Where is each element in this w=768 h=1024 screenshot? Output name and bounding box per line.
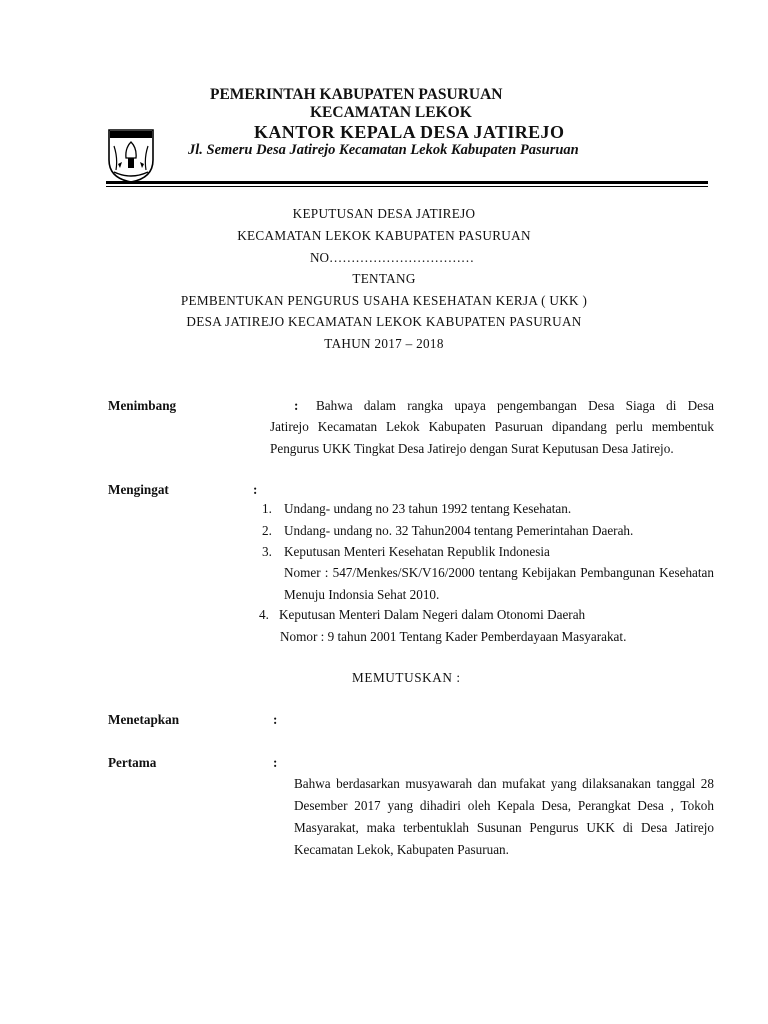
mengingat-item-3-detail: Nomer : 547/Menkes/SK/V16/2000 tentang Kebijakan Pembangunan Kesehatan Menuju Indonsia Sehat 2010.	[284, 565, 714, 602]
regency-emblem-logo	[106, 124, 156, 184]
menimbang-text-first: Bahwa dalam rangka upaya pengembangan Desa Siaga di Desa	[316, 398, 714, 413]
mengingat-item-4: Keputusan Menteri Dalam Negeri dalam Otonomi Daerah	[279, 607, 586, 622]
mengingat-label: Mengingat	[108, 482, 169, 497]
gov-name: PEMERINTAH KABUPATEN PASURUAN	[210, 86, 503, 103]
pertama-colon: :	[273, 755, 278, 770]
letterhead-rule-thin	[106, 186, 708, 187]
menimbang-label: Menimbang	[108, 398, 177, 413]
menimbang-colon: :	[294, 398, 299, 413]
mengingat-item-3: Keputusan Menteri Kesehatan Republik Indonesia	[284, 544, 550, 559]
decree-subject-1: PEMBENTUKAN PENGURUS USAHA KESEHATAN KERJA ( UKK )	[180, 293, 588, 308]
office-name: KANTOR KEPALA DESA JATIREJO	[254, 122, 565, 142]
memutuskan-heading: MEMUTUSKAN :	[352, 670, 461, 685]
mengingat-item-4-detail: Nomor : 9 tahun 2001 Tentang Kader Pemberdayaan Masyarakat.	[280, 629, 627, 644]
menetapkan-label: Menetapkan	[108, 712, 180, 727]
decree-year: TAHUN 2017 – 2018	[324, 336, 444, 351]
district-name: KECAMATAN LEKOK	[310, 104, 472, 121]
menetapkan-colon: :	[273, 712, 278, 727]
mengingat-colon: :	[253, 482, 258, 497]
office-address: Jl. Semeru Desa Jatirejo Kecamatan Lekok Kabupaten Pasuruan	[188, 142, 579, 158]
mengingat-item-2-num: 2.	[262, 523, 272, 538]
decree-region: KECAMATAN LEKOK KABUPATEN PASURUAN	[237, 228, 531, 243]
mengingat-item-1-num: 1.	[262, 501, 272, 516]
mengingat-item-4-num: 4.	[259, 607, 269, 622]
decree-about: TENTANG	[352, 271, 416, 286]
decree-subject-2: DESA JATIREJO KECAMATAN LEKOK KABUPATEN PASURUAN	[186, 314, 582, 329]
decree-title: KEPUTUSAN DESA JATIREJO	[292, 206, 476, 221]
letterhead-rule-thick	[106, 181, 708, 184]
menimbang-text-rest: Jatirejo Kecamatan Lekok Kabupaten Pasuruan dipandang perlu membentuk Pengurus UKK Tingkat Desa Jatirejo dengan Surat Keputusan Desa Jatirejo.	[270, 419, 714, 456]
mengingat-item-1: Undang- undang no 23 tahun 1992 tentang Kesehatan.	[284, 501, 572, 516]
mengingat-item-2: Undang- undang no. 32 Tahun2004 tentang Pemerintahan Daerah.	[284, 523, 634, 538]
pertama-label: Pertama	[108, 755, 157, 770]
decree-number: NO……………………………	[310, 250, 475, 265]
mengingat-item-3-num: 3.	[262, 544, 272, 559]
pertama-text: Bahwa berdasarkan musyawarah dan mufakat yang dilaksanakan tanggal 28 Desember 2017 yang dihadiri oleh Kepala Desa, Perangkat Desa , Tokoh Masyarakat, maka terbentuklah Susunan Pengurus UKK di Desa Jatirejo Kecamatan Lekok, Kabupaten Pasuruan.	[294, 776, 714, 857]
